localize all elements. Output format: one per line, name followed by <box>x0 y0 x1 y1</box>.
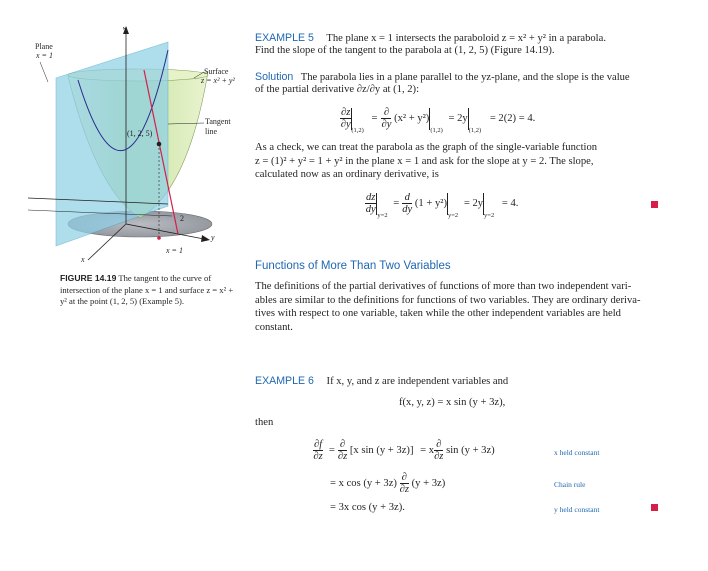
eq1-op-num: ∂ <box>381 107 391 119</box>
note-y-held-constant: y held constant <box>554 505 600 514</box>
plane-label: Plane <box>35 42 53 51</box>
equation-partial-z-y: $\frac{\partial z}{\partial y}$ $_{(1,2)}$ = $\frac{\partial}{\partial y}$ $(x^2 + y^2)_{(1,2)} = 2y_{(1,2)} = 2(2) = 4$. <box>340 107 536 135</box>
example5-statement-l2: Find the slope of the tangent to the parabola at (1, 2, 5) (Figure 14.19). <box>255 45 555 56</box>
eq1-body: (x² + y²) <box>394 113 430 124</box>
section-l1: The definitions of the partial derivatives of functions of more than two independent vari- <box>255 281 632 292</box>
section-l3: tives with respect to one variable, taken while the other independent variables are held <box>255 308 621 320</box>
ex6-body: [x sin (y + 3z)] <box>349 445 414 456</box>
equation-dz-dy: $\frac{dz}{dy}$ $_{y=2}$ = $\frac{d}{dy}$ $(1 + y^2)_{y=2} = 2y_{y=2} = 4$. <box>365 192 519 220</box>
y-axis-arrow <box>201 235 210 242</box>
example6-deriv-line3: = 3x cos (y + 3z). <box>330 502 405 513</box>
x-eq-1-label: x = 1 <box>166 246 183 255</box>
ex6-op3-num: ∂ <box>400 472 409 484</box>
check-para <box>255 141 670 182</box>
eq2-den: dy <box>365 204 376 216</box>
solution-line1 <box>255 71 630 83</box>
eq1-sub2: (1,2) <box>430 127 443 135</box>
eq2-op-den: dy <box>402 204 413 216</box>
tangent-label: Tangent <box>205 117 231 126</box>
plane-eq-label: x = 1 <box>36 51 53 60</box>
figure-caption-text: The tangent to the curve of intersection of the plane x = 1 and surface z = x² + y² at the point (1, 2, 5) (Example 5). <box>60 273 234 306</box>
example6-line1 <box>255 375 508 387</box>
ex6-op-den: ∂z <box>337 451 348 463</box>
ex6-eq2: = x <box>420 445 435 456</box>
eq2-sub: y=2 <box>377 212 388 220</box>
solution-l2: of the partial derivative ∂z/∂y at (1, 2): <box>255 84 420 95</box>
point-1-2-5 <box>157 142 162 147</box>
eq2-num: dz <box>366 192 376 204</box>
eq1-op-den: ∂y <box>381 119 392 131</box>
eq2-mid: = 2y <box>463 198 484 209</box>
surface-eq-label: z = x² + y² <box>201 76 235 85</box>
eq2-body: (1 + y²) <box>414 198 447 209</box>
example6-statement: If x, y, and z are independent variables and <box>326 376 509 387</box>
example5-statement-l1: The plane x = 1 intersects the paraboloid z = x² + y² in a parabola. <box>326 33 606 44</box>
eq1-result: = 2(2) = 4. <box>489 113 536 124</box>
end-of-example-6-mark <box>651 504 658 511</box>
ex6-op3-den: ∂z <box>399 484 409 496</box>
z-axis-label: z <box>120 26 130 31</box>
check-l3: calculated now as an ordinary derivative, is <box>255 169 439 181</box>
section-l4: constant. <box>255 321 293 333</box>
eq1-sub3: (1,2) <box>468 127 482 135</box>
y-axis-label: y <box>211 233 215 242</box>
solution-label: Solution <box>255 71 294 83</box>
point-label: (1, 2, 5) <box>127 129 153 138</box>
end-of-example-5-mark <box>651 201 658 208</box>
ex6-lhs-den: ∂z <box>313 451 323 463</box>
eq2-op-num: d <box>402 192 412 204</box>
example6-func: f(x, y, z) = x sin (y + 3z), <box>399 397 506 408</box>
ex6-lhs-num: ∂f <box>314 439 323 451</box>
ex6-line2-a: = x cos (y + 3z) <box>330 478 397 489</box>
example6-then: then <box>255 417 274 428</box>
tick-2-label: 2 <box>180 214 184 223</box>
section-l2: ables are similar to the definitions for functions of two variables. They are ordinary deriva- <box>255 294 641 306</box>
eq1-num: ∂z <box>341 107 351 119</box>
section-heading: Functions of More Than Two Variables <box>255 260 451 272</box>
surface-label: Surface <box>204 67 229 76</box>
ex6-op2-num: ∂ <box>434 439 443 451</box>
note-chain-rule: Chain rule <box>554 480 586 489</box>
figure-caption <box>60 273 240 308</box>
note-x-held-constant: x held constant <box>554 448 600 457</box>
point-base <box>157 236 161 240</box>
eq2-sub3: y=2 <box>484 212 495 220</box>
figure-caption-label: FIGURE 14.19 <box>60 273 117 283</box>
solution-l1: The parabola lies in a plane parallel to the yz-plane, and the slope is the value <box>300 72 630 83</box>
check-l1: As a check, we can treat the parabola as the graph of the single-variable function <box>255 142 598 153</box>
example5-label: EXAMPLE 5 <box>255 32 314 44</box>
example6-deriv-line1: $\frac{\partial f}{\partial z}$ = $\frac{\partial}{\partial z}$ [x sin (y + 3z)] = x $\frac{\partial}{\partial z}$ sin (y + 3z) <box>313 439 495 463</box>
eq1-mid: = 2y <box>448 113 468 124</box>
eq2-result: = 4. <box>501 198 519 209</box>
tangent-label-2: line <box>205 127 217 136</box>
ex6-line2-tail: (y + 3z) <box>411 478 446 489</box>
eq2-sub2: y=2 <box>448 212 459 220</box>
ex6-op2-den: ∂z <box>434 451 444 463</box>
eq1-den: ∂y <box>340 119 351 131</box>
ex6-op-num: ∂ <box>338 439 347 451</box>
example6-deriv-line2 <box>330 470 445 498</box>
example5-line1 <box>255 32 606 44</box>
check-l2: z = (1)² + y² = 1 + y² in the plane x = 1 and ask for the slope at y = 2. The slope, <box>255 155 594 167</box>
example6-label: EXAMPLE 6 <box>255 375 314 387</box>
eq1-sub: (1,2) <box>351 127 364 135</box>
section-para <box>255 280 670 334</box>
ex6-tail: sin (y + 3z) <box>446 445 495 456</box>
x-axis-label: x <box>81 255 85 264</box>
